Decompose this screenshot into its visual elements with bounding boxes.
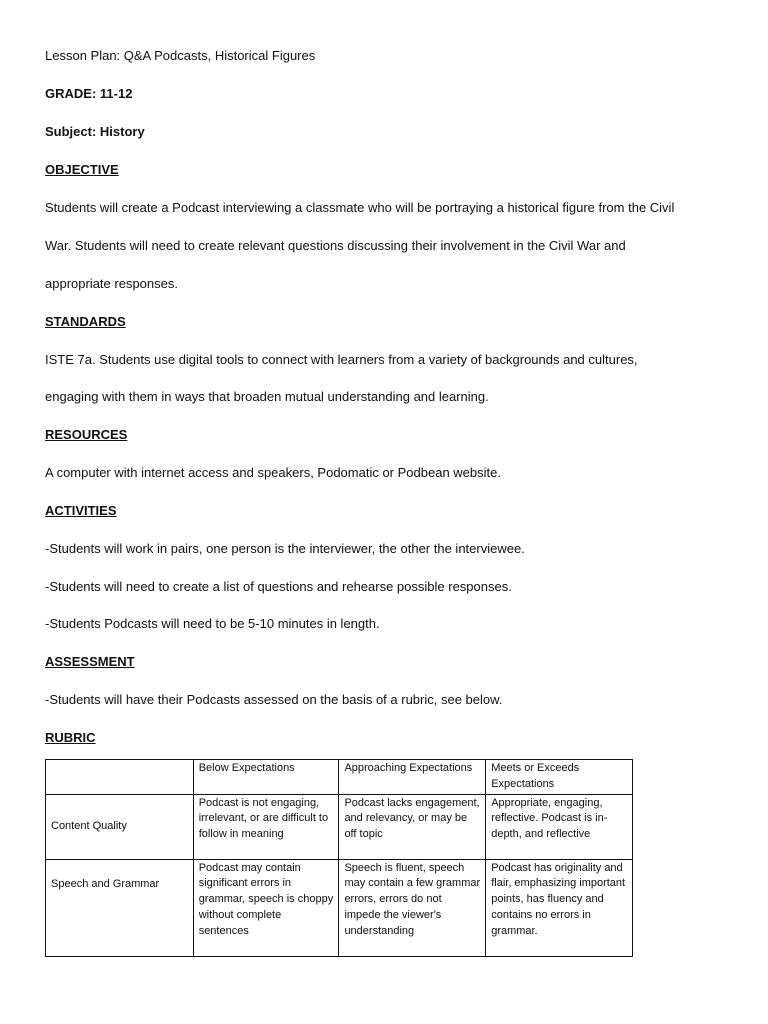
rubric-cell: Podcast has originality and flair, emphasizing important points, has fluency and contains no errors in grammar.: [486, 859, 633, 956]
grade-line: GRADE: 11-12: [45, 86, 133, 101]
rubric-row-label: Speech and Grammar: [46, 859, 194, 956]
rubric-row-speech-grammar: [46, 859, 633, 956]
objective-line-2: War. Students will need to create relevant questions discussing their involvement in the Civil War and: [45, 238, 626, 253]
rubric-column-header: Below Expectations: [193, 760, 339, 795]
subject-line: Subject: History: [45, 124, 145, 139]
standards-line-1: ISTE 7a. Students use digital tools to connect with learners from a variety of backgrounds and cultures,: [45, 352, 638, 367]
activities-heading: ACTIVITIES: [45, 503, 117, 518]
objective-line-1: Students will create a Podcast interviewing a classmate who will be portraying a historical figure from the Civil: [45, 200, 675, 215]
activity-item: -Students will need to create a list of questions and rehearse possible responses.: [45, 579, 512, 594]
rubric-row-label: Content Quality: [46, 794, 194, 859]
rubric-cell: Speech is fluent, speech may contain a few grammar errors, errors do not impede the viewer's understanding: [339, 859, 486, 956]
resources-text: A computer with internet access and speakers, Podomatic or Podbean website.: [45, 465, 501, 480]
rubric-cell: Podcast may contain significant errors in grammar, speech is choppy without complete sentences: [193, 859, 339, 956]
assessment-text: -Students will have their Podcasts assessed on the basis of a rubric, see below.: [45, 692, 503, 707]
standards-heading: STANDARDS: [45, 314, 126, 329]
rubric-corner-cell: [46, 760, 194, 795]
objective-line-3: appropriate responses.: [45, 276, 178, 291]
resources-heading: RESOURCES: [45, 427, 128, 442]
rubric-cell: Appropriate, engaging, reflective. Podcast is in-depth, and reflective: [486, 794, 633, 859]
rubric-cell: Podcast is not engaging, irrelevant, or are difficult to follow in meaning: [193, 794, 339, 859]
objective-heading: OBJECTIVE: [45, 162, 119, 177]
assessment-heading: ASSESSMENT: [45, 654, 135, 669]
activity-item: -Students Podcasts will need to be 5-10 minutes in length.: [45, 616, 380, 631]
rubric-cell: Podcast lacks engagement, and relevancy, or may be off topic: [339, 794, 486, 859]
rubric-column-header: Approaching Expectations: [339, 760, 486, 795]
rubric-column-header: Meets or Exceeds Expectations: [486, 760, 633, 795]
standards-line-2: engaging with them in ways that broaden mutual understanding and learning.: [45, 389, 489, 404]
document-title: Lesson Plan: Q&A Podcasts, Historical Figures: [45, 48, 316, 63]
rubric-header-row: [46, 760, 633, 795]
activity-item: -Students will work in pairs, one person is the interviewer, the other the interviewee.: [45, 541, 525, 556]
rubric-row-content-quality: [46, 794, 633, 859]
rubric-heading: RUBRIC: [45, 730, 96, 745]
rubric-table: [45, 759, 633, 957]
